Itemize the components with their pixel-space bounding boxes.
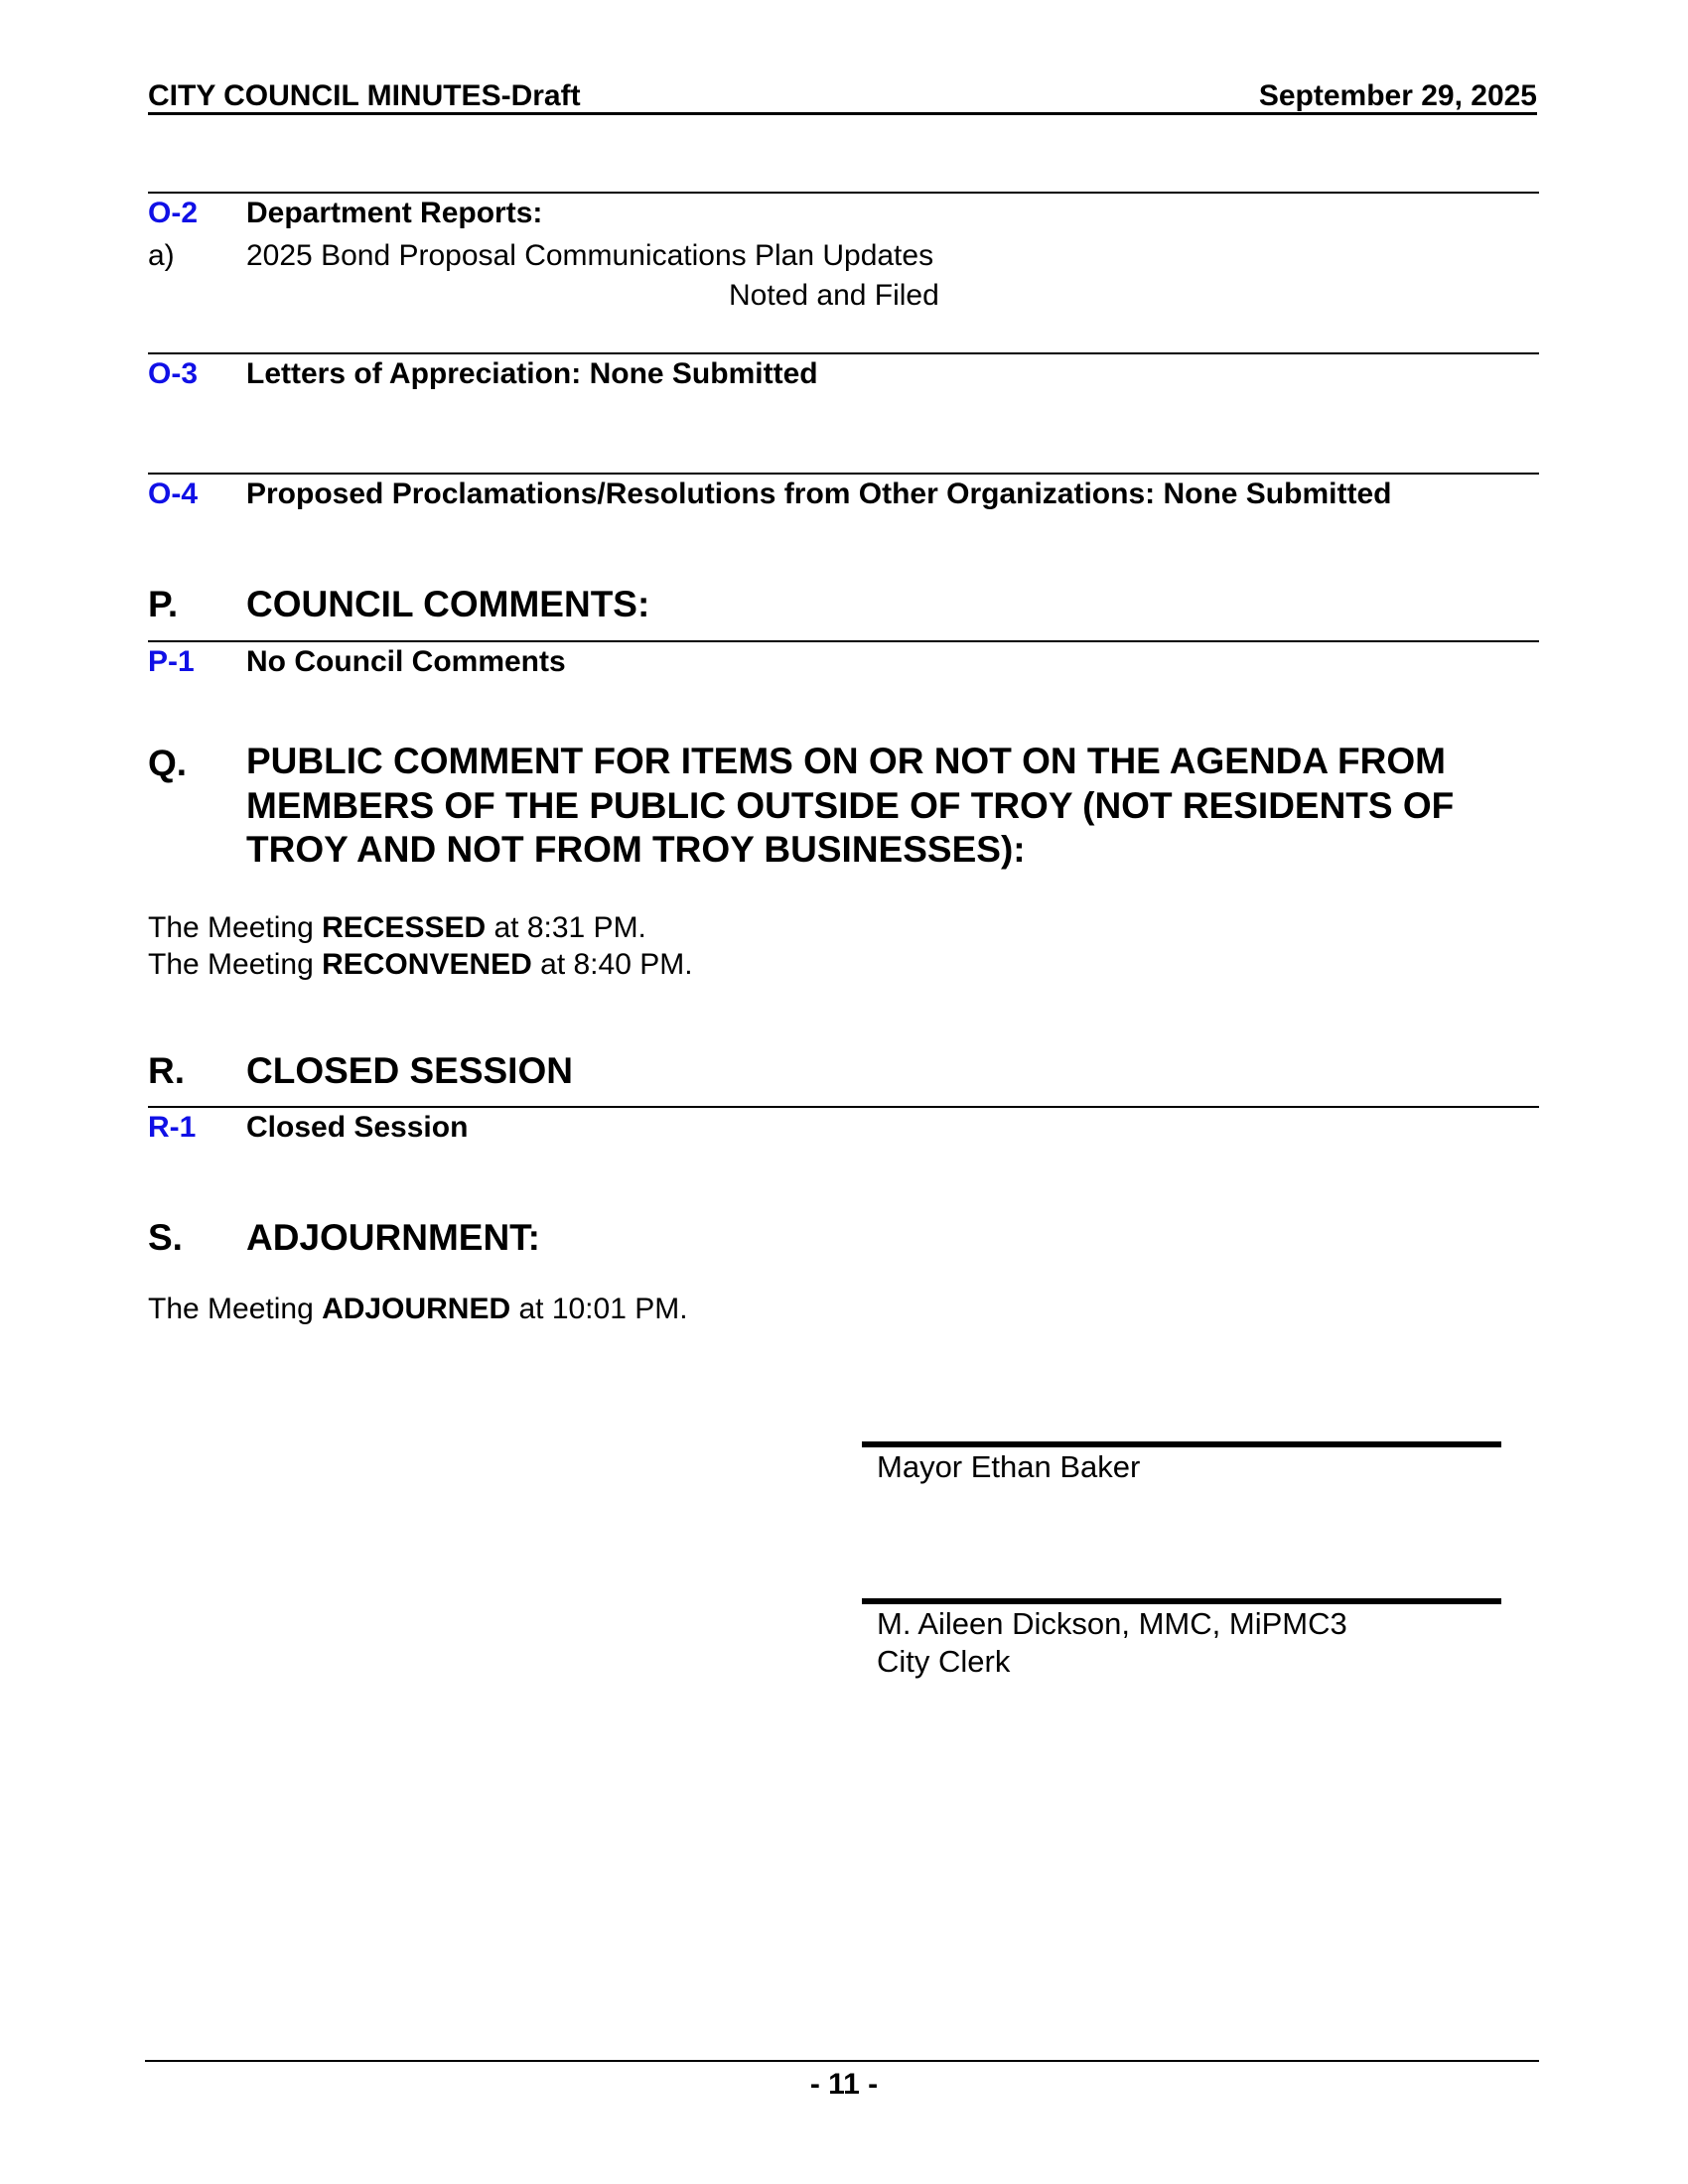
document-title: CITY COUNCIL MINUTES-Draft [148, 79, 581, 112]
sub-item-text: 2025 Bond Proposal Communications Plan Updates [246, 239, 934, 272]
divider-o2 [148, 192, 1539, 194]
section-letter-q: Q. [148, 743, 188, 783]
divider-r1 [148, 1106, 1539, 1108]
reconvene-time: at 8:40 PM. [531, 948, 693, 981]
mayor-signature-line [862, 1441, 1501, 1447]
adjourned-prefix: The Meeting [148, 1293, 323, 1325]
section-title-s: ADJOURNMENT: [246, 1217, 540, 1258]
section-title-q [246, 740, 1537, 873]
adjourned-time: at 10:01 PM. [510, 1293, 688, 1325]
adjourned-line [148, 1293, 688, 1326]
recess-line [148, 911, 646, 945]
recess-time: at 8:31 PM. [486, 911, 646, 944]
item-status: Noted and Filed [729, 279, 939, 312]
header-underline [148, 112, 1537, 115]
mayor-name: Mayor Ethan Baker [877, 1449, 1141, 1484]
adjourned-keyword: ADJOURNED [322, 1293, 511, 1325]
item-title-p1: No Council Comments [246, 645, 566, 678]
item-code-o2: O-2 [148, 197, 199, 229]
item-title-o4: Proposed Proclamations/Resolutions from Other Organizations: None Submitted [246, 478, 1392, 510]
clerk-name: M. Aileen Dickson, MMC, MiPMC3 [877, 1606, 1347, 1641]
document-date: September 29, 2025 [1258, 79, 1537, 112]
divider-o3 [148, 352, 1539, 354]
section-letter-r: R. [148, 1050, 185, 1091]
item-code-r1: R-1 [148, 1111, 197, 1144]
item-title-o2: Department Reports: [246, 197, 543, 229]
reconvene-prefix: The Meeting [148, 948, 323, 981]
item-code-o3: O-3 [148, 357, 199, 390]
section-title-p: COUNCIL COMMENTS: [246, 584, 650, 624]
section-title-q-line-2: MEMBERS OF THE PUBLIC OUTSIDE OF TROY (NOT RESIDENTS OF [246, 784, 1455, 826]
section-title-q-line-3: TROY AND NOT FROM TROY BUSINESSES): [246, 829, 1026, 870]
page-number: - 11 - [809, 2068, 879, 2101]
recess-prefix: The Meeting [148, 911, 323, 944]
reconvene-line [148, 948, 693, 982]
section-letter-s: S. [148, 1217, 183, 1258]
section-title-q-line-1: PUBLIC COMMENT FOR ITEMS ON OR NOT ON THE AGENDA FROM [246, 741, 1446, 781]
recess-keyword: RECESSED [322, 911, 487, 944]
divider-o4 [148, 473, 1539, 475]
reconvene-keyword: RECONVENED [322, 948, 532, 981]
sub-item-label: a) [148, 239, 175, 272]
clerk-title: City Clerk [877, 1644, 1011, 1679]
item-title-o3: Letters of Appreciation: None Submitted [246, 357, 818, 390]
item-title-r1: Closed Session [246, 1111, 469, 1144]
section-title-r: CLOSED SESSION [246, 1050, 573, 1091]
item-code-p1: P-1 [148, 645, 195, 678]
clerk-signature-line [862, 1598, 1501, 1604]
footer-rule [145, 2060, 1539, 2062]
divider-p1 [148, 640, 1539, 642]
section-letter-p: P. [148, 584, 179, 624]
item-code-o4: O-4 [148, 478, 199, 510]
